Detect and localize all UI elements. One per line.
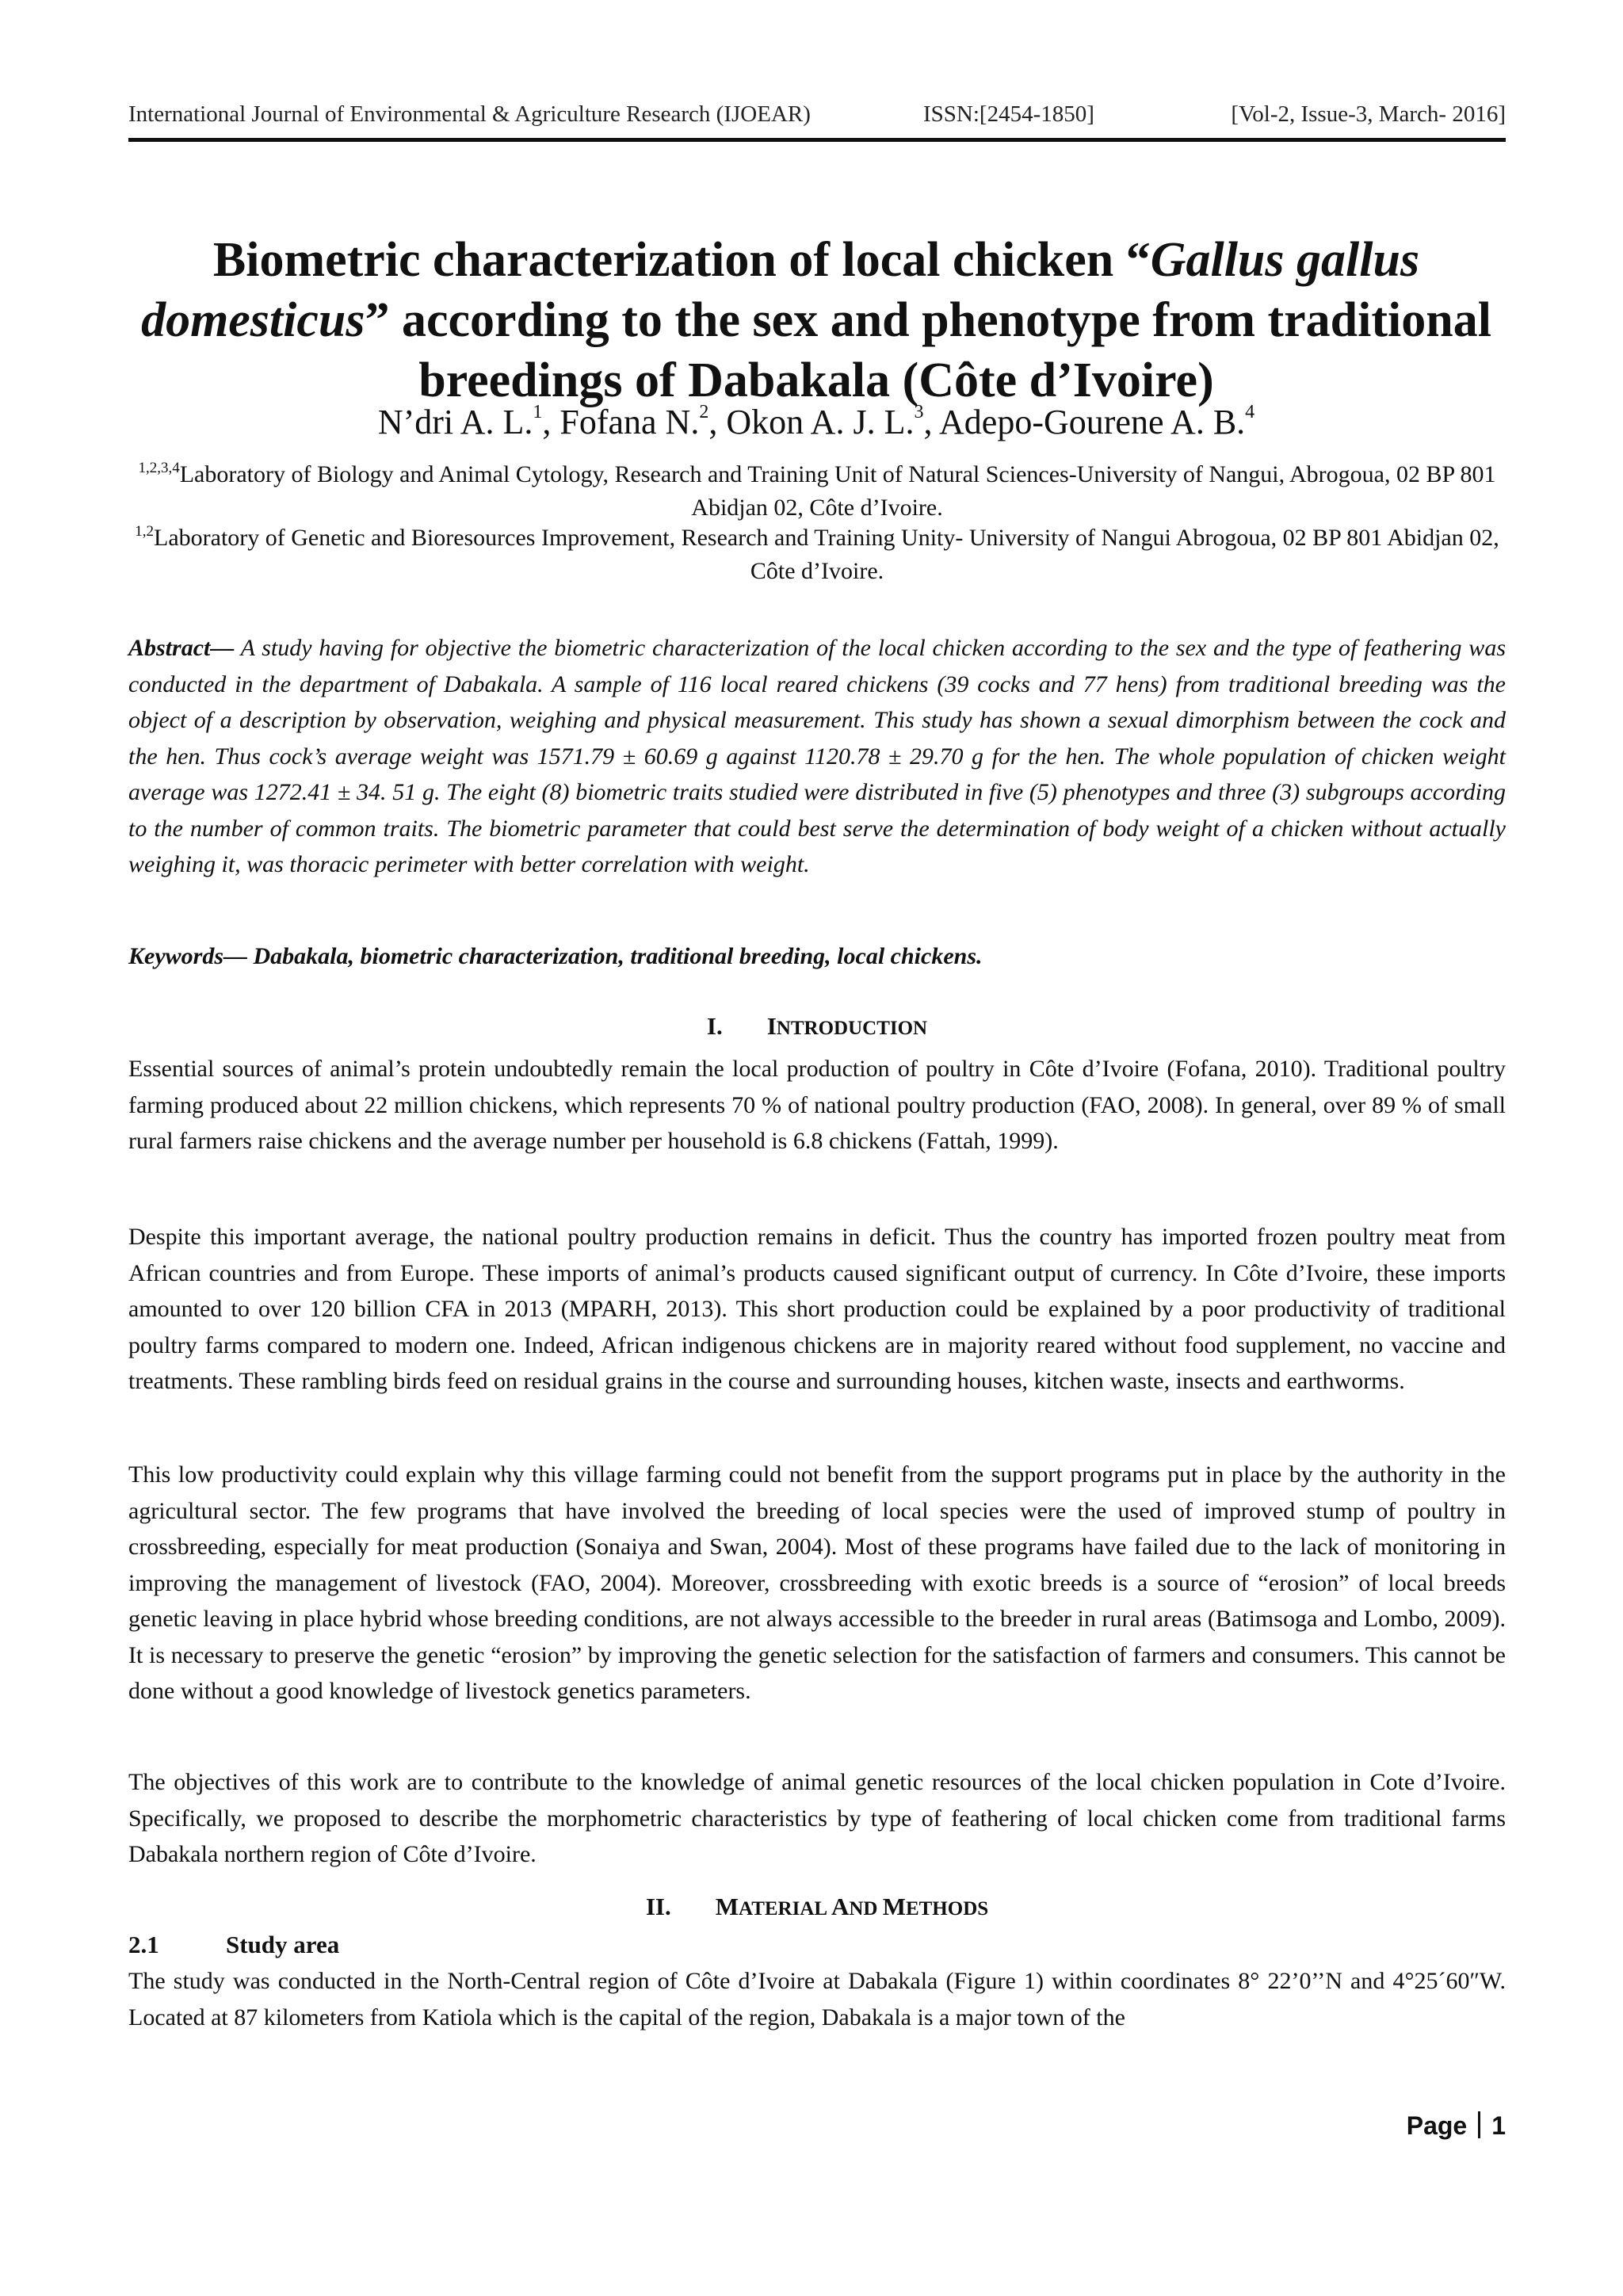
- author-affil-mark: 2: [699, 402, 709, 422]
- affiliation: [128, 521, 1506, 588]
- section-number: II.: [645, 1893, 671, 1920]
- section-title: INTRODUCTION: [766, 1012, 928, 1040]
- body-paragraph: This low productivity could explain why this village farming could not benefit from the support programs put in place by the authority in the agricultural sector. The few programs that have involved the breeding of local species were the used of improved stump of poultry in crossbreeding, especially for meat production (Sonaiya and Swan, 2004). Most of these programs have failed due to the lack of monitoring in improving the management of livestock (FAO, 2004). Moreover, crossbreeding with exotic breeds is a source of “erosion” of local breeds genetic leaving in place hybrid whose breeding conditions, are not always accessible to the breeder in rural areas (Batimsoga and Lombo, 2009). It is necessary to preserve the genetic “erosion” by improving the genetic selection for the satisfaction of farmers and consumers. This cannot be done without a good knowledge of livestock genetics parameters.: [128, 1461, 1506, 1704]
- author-affil-mark: 4: [1245, 402, 1255, 422]
- affiliation-mark: 1,2,3,4: [138, 460, 180, 476]
- title-species: Gallus gallus domesticus: [141, 233, 1420, 347]
- author-separator: ,: [542, 403, 560, 441]
- header-rule: [128, 138, 1506, 142]
- author-separator: ,: [923, 403, 940, 441]
- author: Adepo-Gourene A. B.: [939, 403, 1246, 441]
- abstract: [128, 630, 1506, 883]
- subsection-heading: [128, 1927, 339, 1962]
- body-paragraph: The study was conducted in the North-Central region of Côte d’Ivoire at Dabakala (Figure 1) within coordinates 8° 22’0’’N and 4°25´60″W. Located at 87 kilometers from Katiola which is the capital of the region, Dabakala is a major town of the: [128, 1968, 1506, 2030]
- author-affil-mark: 3: [914, 402, 924, 422]
- abstract-text: A study having for objective the biometric characterization of the local chicken according to the sex and the type of feathering was conducted in the department of Dabakala. A sample of 116 local reared chickens (39 cocks and 77 hens) from traditional breeding was the object of a description by observation, weighing and physical measurement. This study has shown a sexual dimorphism between the cock and the hen. Thus cock’s average weight was 1571.79 ± 60.69 g against 1120.78 ± 29.70 g for the hen. The whole population of chicken weight average was 1272.41 ± 34. 51 g. The eight (8) biometric traits studied were distributed in five (5) phenotypes and three (3) subgroups according to the number of common traits. The biometric parameter that could best serve the determination of body weight of a chicken without actually weighing it, was thoracic perimeter with better correlation with weight.: [128, 635, 1506, 877]
- section-number: I.: [706, 1012, 723, 1040]
- page-label: Page: [1406, 2111, 1468, 2140]
- affiliation-mark: 1,2: [135, 523, 154, 540]
- subsection-number: 2.1: [128, 1931, 159, 1958]
- author: N’dri A. L.: [377, 403, 533, 441]
- author-affil-mark: 1: [533, 402, 543, 422]
- section-title: MATERIAL AND METHODS: [715, 1893, 989, 1920]
- volume-issue: [Vol-2, Issue-3, March- 2016]: [1231, 101, 1506, 127]
- author-list: [119, 400, 1514, 445]
- paper-title: [119, 230, 1514, 411]
- body-paragraph: The objectives of this work are to contribute to the knowledge of animal genetic resources of the local chicken population in Cote d’Ivoire. Specifically, we proposed to describe the morphometric characteristics by type of feathering of local chicken come from traditional farms Dabakala northern region of Côte d’Ivoire.: [128, 1769, 1506, 1867]
- journal-name: International Journal of Environmental & Agriculture Research (IJOEAR): [128, 101, 811, 127]
- issn: ISSN:[2454-1850]: [923, 101, 1094, 127]
- keywords: Keywords— Dabakala, biometric characterization, traditional breeding, local chickens.: [128, 943, 983, 969]
- affiliation-text: Laboratory of Biology and Animal Cytology, Research and Training Unit of Natural Sciences-University of Nangui, Abrogoua, 02 BP 801 Abidjan 02, Côte d’Ivoire.: [179, 461, 1496, 521]
- body-paragraph: Essential sources of animal’s protein undoubtedly remain the local production of poultry in Côte d’Ivoire (Fofana, 2010). Traditional poultry farming produced about 22 million chickens, which represents 70 % of national poultry production (FAO, 2008). In general, over 89 % of small rural farmers raise chickens and the average number per household is 6.8 chickens (Fattah, 1999).: [128, 1056, 1506, 1154]
- author-separator: ,: [708, 403, 727, 441]
- page-number-divider: [1478, 2111, 1480, 2138]
- running-header: [128, 101, 1506, 133]
- subsection-title: Study area: [226, 1931, 340, 1958]
- affiliation: [128, 458, 1506, 525]
- title-text-end: ” according to the sex and phenotype from traditional breedings of Dabakala (Côte d’Ivoire): [365, 293, 1491, 407]
- section-heading-introduction: [128, 1009, 1506, 1046]
- section-heading-methods: [128, 1889, 1506, 1927]
- body-paragraph: Despite this important average, the national poultry production remains in deficit. Thus the country has imported frozen poultry meat from African countries and from Europe. These imports of animal’s products caused significant output of currency. In Côte d’Ivoire, these imports amounted to over 120 billion CFA in 2013 (MPARH, 2013). This short production could be explained by a poor productivity of traditional poultry farms compared to modern one. Indeed, African indigenous chickens are in majority reared without food supplement, no vaccine and treatments. These rambling birds feed on residual grains in the course and surrounding houses, kitchen waste, insects and earthworms.: [128, 1224, 1506, 1394]
- author: Fofana N.: [559, 403, 700, 441]
- page-number: [1407, 2110, 1506, 2141]
- page-number-value: 1: [1491, 2111, 1506, 2140]
- abstract-label: Abstract—: [128, 635, 235, 661]
- author: Okon A. J. L.: [726, 403, 915, 441]
- title-text-start: Biometric characterization of local chicken “: [212, 233, 1151, 287]
- affiliation-text: Laboratory of Genetic and Bioresources Improvement, Research and Training Unity- University of Nangui Abrogoua, 02 BP 801 Abidjan 02, Côte d’Ivoire.: [154, 525, 1499, 584]
